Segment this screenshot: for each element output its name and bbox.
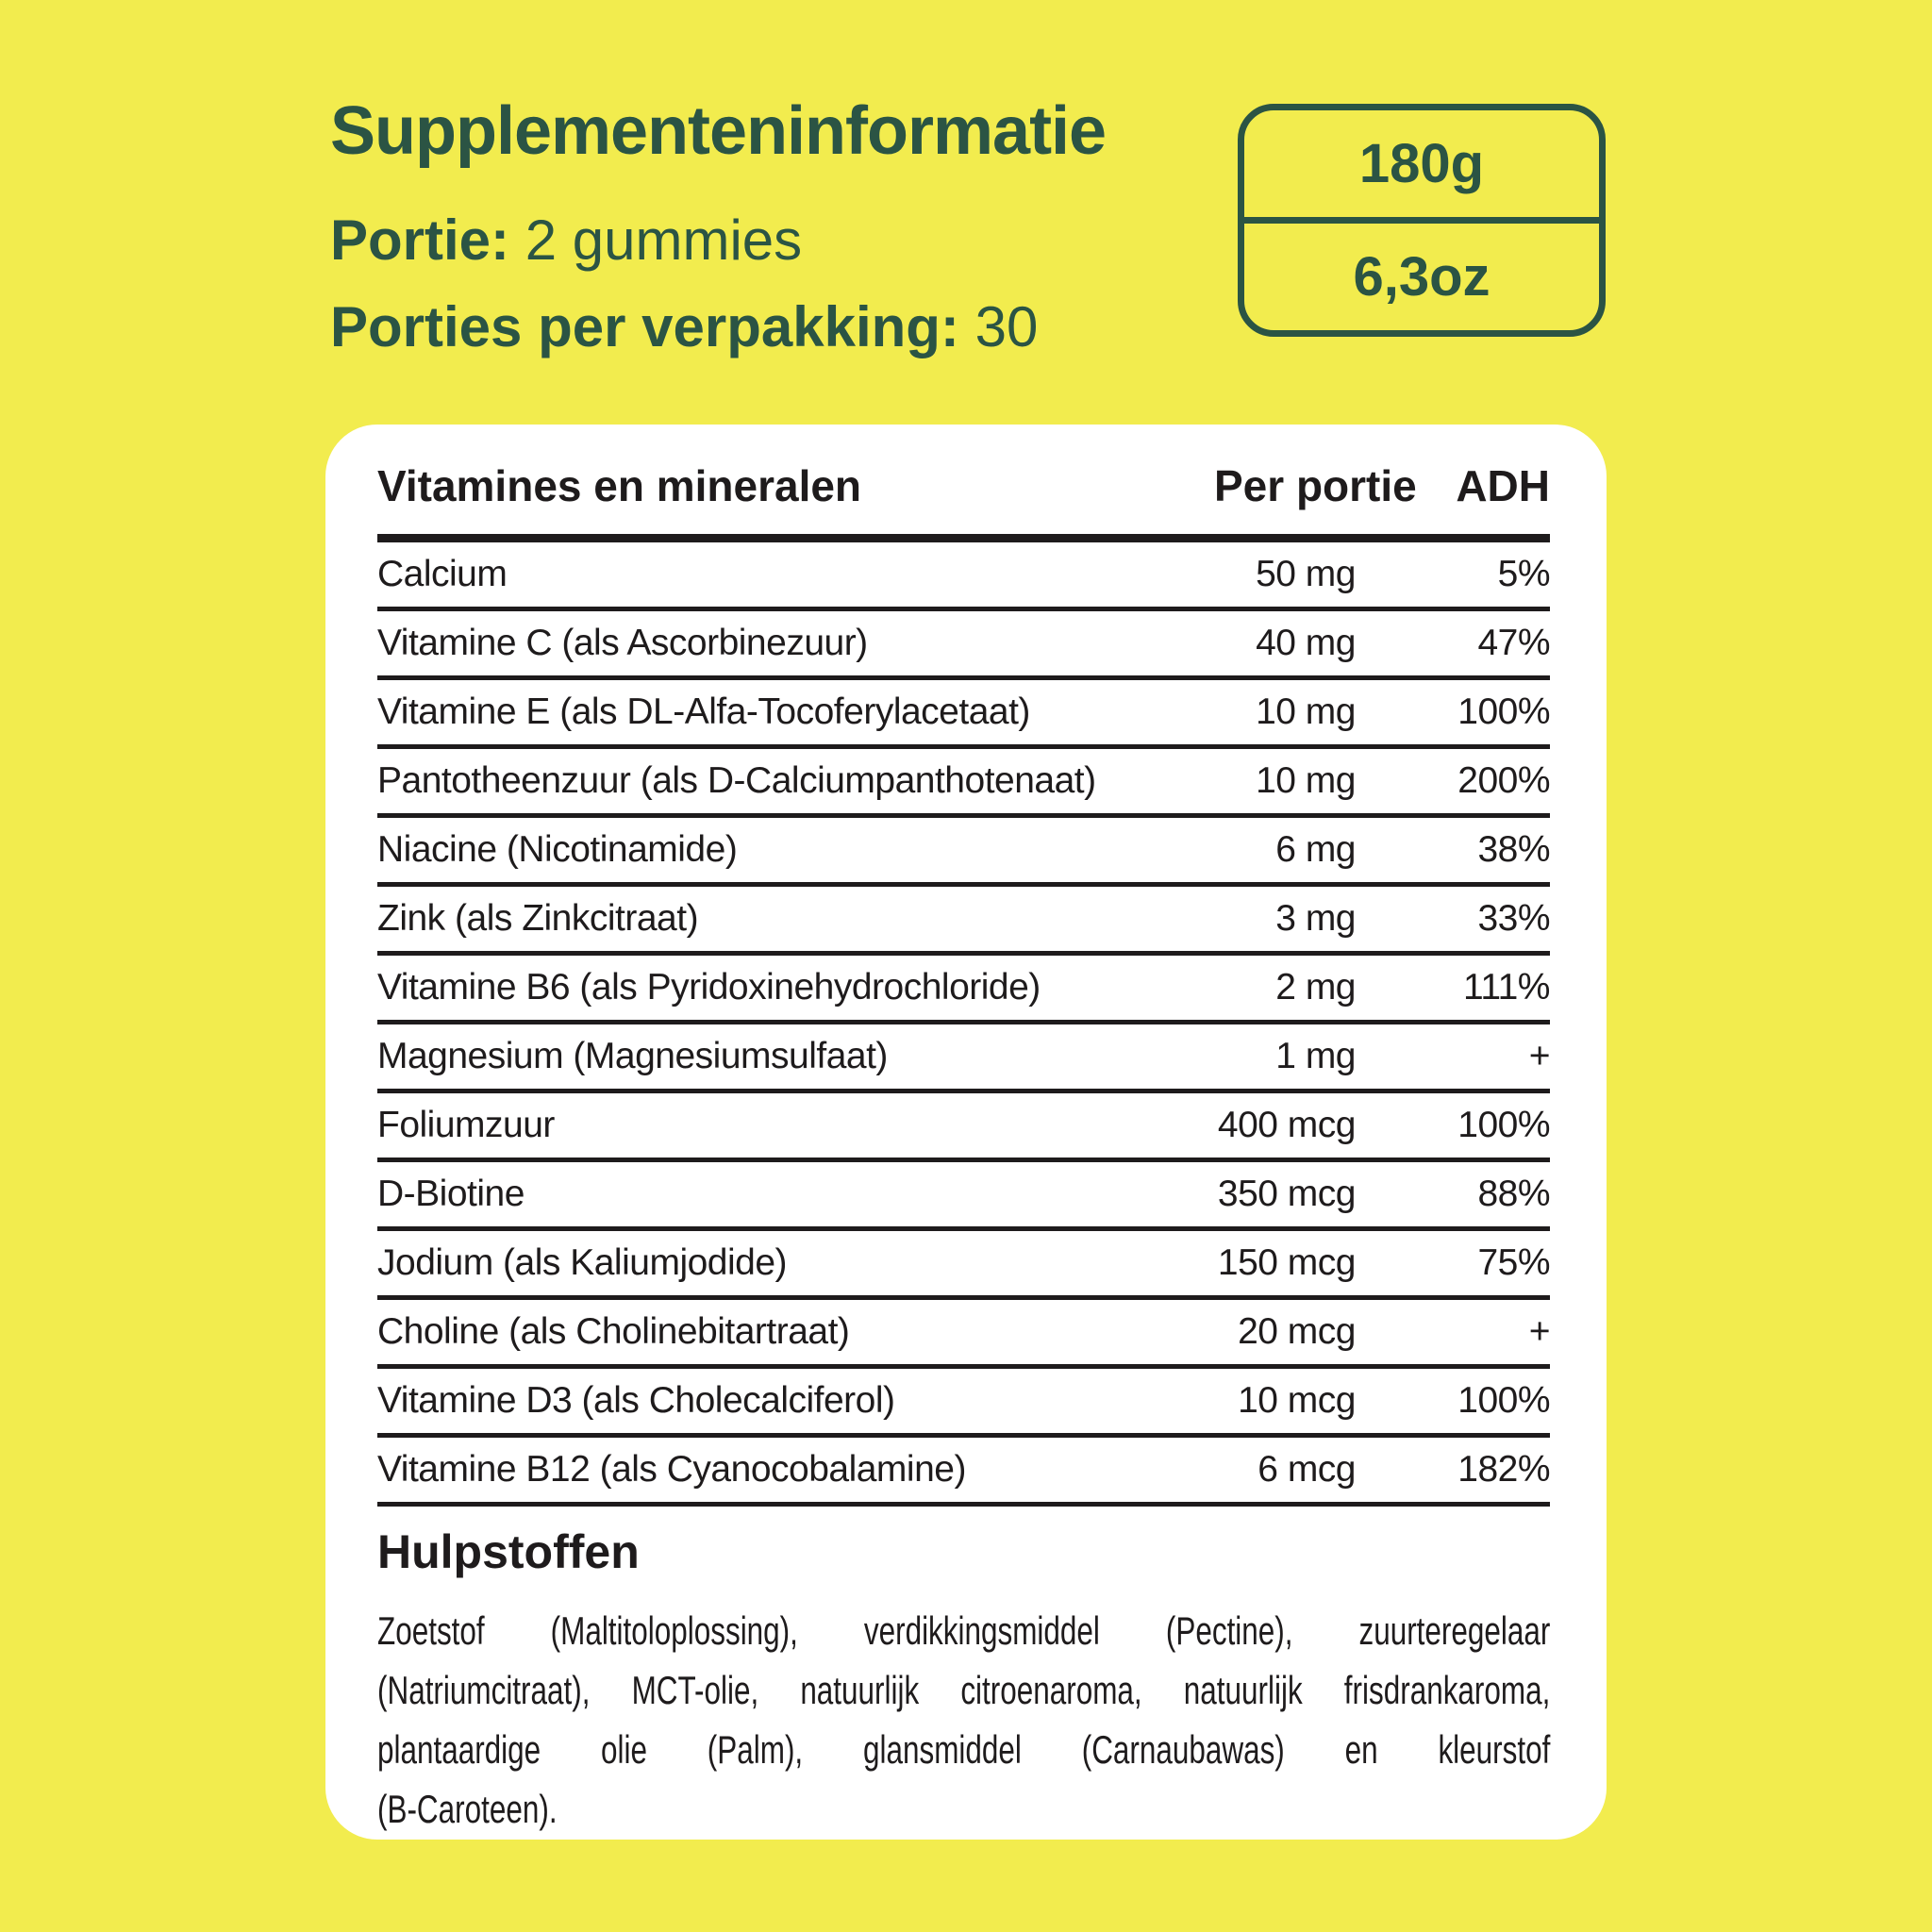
table-row (377, 539, 1550, 609)
portie-value: 2 gummies (525, 208, 803, 273)
nutrient-amount: 1 mg (1214, 1023, 1356, 1091)
column-header-per-portie: Per portie (1214, 462, 1356, 539)
nutrient-amount: 10 mg (1214, 678, 1356, 747)
table-row (377, 1091, 1550, 1160)
nutrient-adh: 182% (1356, 1436, 1550, 1505)
nutrient-amount: 6 mg (1214, 816, 1356, 885)
nutrient-name: Foliumzuur (377, 1091, 1214, 1160)
column-header-vitamins: Vitamines en mineralen (377, 462, 1214, 539)
table-row (377, 1298, 1550, 1367)
nutrient-name: Calcium (377, 539, 1214, 609)
excipients-line: (B-Caroteen). (377, 1787, 558, 1831)
nutrient-adh: 5% (1356, 539, 1550, 609)
nutrient-name: Pantotheenzuur (als D-Calciumpanthotenaat) (377, 747, 1214, 816)
nutrient-amount: 150 mcg (1214, 1229, 1356, 1298)
portie-line (330, 208, 1106, 273)
label-header (330, 94, 1106, 386)
nutrient-name: Magnesium (Magnesiumsulfaat) (377, 1023, 1214, 1091)
table-header-row (377, 462, 1550, 539)
table-row (377, 678, 1550, 747)
nutrient-name: Vitamine C (als Ascorbinezuur) (377, 609, 1214, 678)
nutrient-adh: 100% (1356, 1367, 1550, 1436)
nutrient-amount: 6 mcg (1214, 1436, 1356, 1505)
nutrient-adh: 100% (1356, 1091, 1550, 1160)
nutrient-adh: 47% (1356, 609, 1550, 678)
nutrient-amount: 350 mcg (1214, 1160, 1356, 1229)
table-row (377, 609, 1550, 678)
excipients-paragraph (377, 1601, 1550, 1839)
porties-per-verpakking-line (330, 295, 1106, 359)
nutrient-adh: 88% (1356, 1160, 1550, 1229)
nutrient-name: Choline (als Cholinebitartraat) (377, 1298, 1214, 1367)
nutrient-amount: 40 mg (1214, 609, 1356, 678)
nutrient-adh: 75% (1356, 1229, 1550, 1298)
nutrient-adh: 200% (1356, 747, 1550, 816)
nutrient-adh: + (1356, 1023, 1550, 1091)
excipients-heading: Hulpstoffen (377, 1525, 640, 1578)
table-row (377, 954, 1550, 1023)
net-weight-ounces: 6,3oz (1244, 217, 1599, 330)
table-row (377, 747, 1550, 816)
nutrition-table (377, 462, 1550, 1507)
nutrient-name: Vitamine D3 (als Cholecalciferol) (377, 1367, 1214, 1436)
column-header-adh: ADH (1356, 462, 1550, 539)
net-weight-grams: 180g (1358, 133, 1485, 194)
net-weight-box (1238, 104, 1606, 337)
nutrient-adh: + (1356, 1298, 1550, 1367)
nutrient-name: Niacine (Nicotinamide) (377, 816, 1214, 885)
table-row (377, 1436, 1550, 1505)
nutrient-adh: 38% (1356, 816, 1550, 885)
nutrient-name: Vitamine E (als DL-Alfa-Tocoferylacetaat) (377, 678, 1214, 747)
nutrient-amount: 10 mg (1214, 747, 1356, 816)
nutrient-amount: 50 mg (1214, 539, 1356, 609)
porties-value: 30 (974, 295, 1039, 359)
nutrient-adh: 100% (1356, 678, 1550, 747)
nutrient-name: Jodium (als Kaliumjodide) (377, 1229, 1214, 1298)
table-row (377, 1229, 1550, 1298)
nutrient-amount: 400 mcg (1214, 1091, 1356, 1160)
nutrient-amount: 2 mg (1214, 954, 1356, 1023)
nutrient-adh: 33% (1356, 885, 1550, 954)
table-row (377, 885, 1550, 954)
supplement-facts-card (325, 425, 1607, 1840)
portie-label: Portie: (330, 208, 510, 273)
nutrient-name: D-Biotine (377, 1160, 1214, 1229)
nutrient-amount: 3 mg (1214, 885, 1356, 954)
table-row (377, 1023, 1550, 1091)
nutrient-adh: 111% (1356, 954, 1550, 1023)
table-row (377, 1367, 1550, 1436)
nutrient-name: Vitamine B6 (als Pyridoxinehydrochloride) (377, 954, 1214, 1023)
table-row (377, 816, 1550, 885)
excipients-line: plantaardige olie (Palm), glansmiddel (Carnaubawas) en kleurstof (377, 1727, 1551, 1772)
nutrient-name: Zink (als Zinkcitraat) (377, 885, 1214, 954)
page-title: Supplementeninformatie (330, 93, 1107, 169)
excipients-line: (Natriumcitraat), MCT-olie, natuurlijk citroenaroma, natuurlijk frisdrankaroma, (377, 1668, 1551, 1712)
excipients-line: Zoetstof (Maltitoloplossing), verdikkingsmiddel (Pectine), zuurteregelaar (377, 1608, 1551, 1653)
nutrient-name: Vitamine B12 (als Cyanocobalamine) (377, 1436, 1214, 1505)
nutrition-table-body (377, 539, 1550, 1505)
table-row (377, 1160, 1550, 1229)
nutrient-amount: 20 mcg (1214, 1298, 1356, 1367)
porties-label: Porties per verpakking: (330, 295, 959, 359)
nutrient-amount: 10 mcg (1214, 1367, 1356, 1436)
